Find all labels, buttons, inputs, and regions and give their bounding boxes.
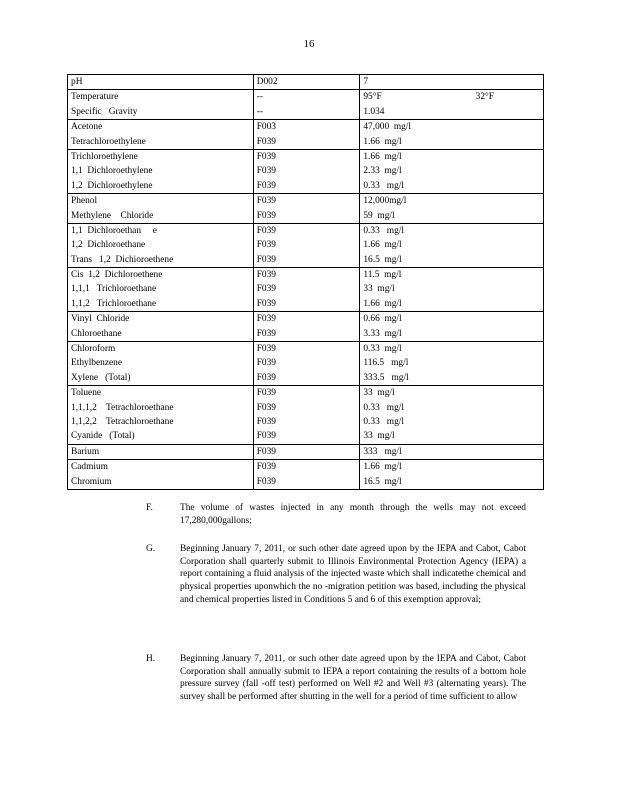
waste-code: F039	[256, 328, 276, 339]
concentration: 0.33 mg/l	[363, 225, 404, 236]
waste-code: F039	[256, 196, 276, 207]
condition-label: G.	[146, 544, 156, 554]
condition-g	[146, 543, 526, 607]
table-row	[68, 149, 544, 193]
waste-code: F039	[256, 344, 276, 355]
constituent: Phenol	[71, 196, 98, 207]
waste-code: F039	[256, 270, 276, 281]
constituent-cell	[68, 149, 254, 193]
constituent-cell	[68, 342, 254, 386]
waste-code: F039	[256, 298, 276, 309]
page-number: 16	[303, 38, 315, 50]
waste-code: --	[256, 106, 263, 117]
table-row	[68, 444, 544, 459]
constituent: Specific Gravity	[71, 106, 138, 117]
table-row	[68, 386, 544, 445]
constituent: Trichloroethylene	[71, 151, 138, 162]
table-row	[68, 342, 544, 386]
constituent-cell	[68, 120, 254, 150]
table-row	[68, 120, 544, 150]
alt-temperature: 32°F	[475, 92, 494, 103]
waste-code: F039	[256, 446, 276, 457]
constituent-cell	[68, 75, 254, 90]
constituent: Temperature	[71, 92, 119, 103]
concentration-cell	[360, 223, 544, 267]
condition-label: H.	[146, 654, 156, 664]
constituent: 1,1,2 Trichloroethane	[71, 298, 157, 309]
concentration: 33 mg/l	[363, 388, 395, 399]
waste-code: F039	[256, 372, 276, 383]
waste-code-cell	[253, 268, 360, 312]
waste-code-cell	[253, 120, 360, 150]
constituent: Cis 1,2 Dichloroethene	[71, 270, 163, 281]
waste-code-cell	[253, 223, 360, 267]
constituent: Methylene Chloride	[71, 210, 154, 221]
waste-code: F039	[256, 166, 276, 177]
waste-code: F039	[256, 462, 276, 473]
concentration: 0.33 mg/l	[363, 344, 402, 355]
concentration: 2.33 mg/l	[363, 166, 402, 177]
concentration: 33 mg/l	[363, 284, 395, 295]
constituent-cell	[68, 444, 254, 459]
concentration-cell	[360, 194, 544, 224]
constituent: 1,2 Dichloroethane	[71, 240, 146, 251]
concentration-cell	[360, 75, 544, 90]
waste-code: F003	[256, 122, 276, 133]
concentration-cell	[360, 268, 544, 312]
table-row	[68, 268, 544, 312]
constituent: Xylene (Total)	[71, 372, 131, 383]
concentration: 0.66 mg/l	[363, 314, 402, 325]
constituent-cell	[68, 90, 254, 120]
concentration-cell	[360, 386, 544, 445]
concentration: 0.33 mg/l	[363, 180, 404, 191]
concentration-cell	[360, 460, 544, 490]
waste-code: F039	[256, 240, 276, 251]
concentration: 333.5 mg/l	[363, 372, 409, 383]
table-row	[68, 312, 544, 342]
condition-f	[146, 502, 526, 527]
constituent: Trans 1,2 Dichioroethene	[71, 254, 174, 265]
concentration-cell	[360, 90, 544, 120]
constituent: pH	[71, 77, 83, 87]
waste-code-cell	[253, 386, 360, 445]
constituent: 1,1,1,2 Tetrachloroethane	[71, 402, 174, 413]
concentration: 33 mg/l	[363, 431, 395, 442]
concentration: 1.66 mg/l	[363, 136, 402, 147]
waste-code: F039	[256, 210, 276, 221]
concentration: 16.5 mg/l	[363, 254, 402, 265]
condition-text: The volume of wastes injected in any month through the wells may not exceed 17,280,000gallons;	[180, 503, 526, 526]
concentration-cell	[360, 444, 544, 459]
concentration: 11.5 mg/l	[363, 270, 402, 281]
constituent: 1,2 Dichloroethylene	[71, 180, 153, 191]
constituent: Barium	[71, 446, 100, 457]
constituent-cell	[68, 194, 254, 224]
constituent-cell	[68, 312, 254, 342]
concentration: 16.5 mg/l	[363, 476, 402, 487]
concentration: 1.66 mg/l	[363, 462, 402, 473]
concentration: 0.33 mg/l	[363, 416, 404, 427]
constituent: Chloroform	[71, 344, 116, 355]
constituent: Toluene	[71, 388, 102, 399]
concentration-cell	[360, 149, 544, 193]
concentration: 116.5 mg/l	[363, 358, 409, 369]
waste-code-cell	[253, 342, 360, 386]
concentration: 333 mg/l	[363, 446, 402, 457]
concentration: 7	[363, 77, 369, 87]
concentration: 12,000mg/l	[363, 196, 407, 207]
waste-code: F039	[256, 358, 276, 369]
concentration: 0.33 mg/l	[363, 402, 404, 413]
table-row	[68, 460, 544, 490]
waste-code: F039	[256, 180, 276, 191]
waste-code: --	[256, 92, 263, 103]
waste-code: F039	[256, 314, 276, 325]
waste-code: F039	[256, 284, 276, 295]
waste-code: F039	[256, 431, 276, 442]
waste-code: F039	[256, 476, 276, 487]
condition-text: Beginning January 7, 2011, or such other date agreed upon by the IEPA and Cabot, Cabot Corporation shall quarterly submit to Illinois Environmental Protection Agency (IEPA) a report containing a fluid analysis of the injected waste which shall indicatethe chemical and physical properties uponwhich the no -migration petition was based, including the physical and chemical properties listed in Conditions 5 and 6 of this exemption approval;	[180, 544, 526, 605]
table-row	[68, 75, 544, 90]
concentration: 1.66 mg/l	[363, 298, 402, 309]
constituent-cell	[68, 223, 254, 267]
constituent: Cyanide (Total)	[71, 431, 135, 442]
waste-code: D002	[256, 77, 278, 87]
constituent: Tetrachloroethylene	[71, 136, 146, 147]
waste-code: F039	[256, 225, 276, 236]
concentration: 95°F	[363, 92, 382, 103]
constituent-cell	[68, 268, 254, 312]
constituent: 1,1 Dichloroethan e	[71, 225, 157, 236]
waste-code-cell	[253, 75, 360, 90]
waste-code: F039	[256, 254, 276, 265]
constituent: 1,1,1 Trichloroethane	[71, 284, 157, 295]
table-row	[68, 223, 544, 267]
waste-code-cell	[253, 90, 360, 120]
condition-h	[146, 653, 526, 704]
concentration-cell	[360, 120, 544, 150]
waste-code-cell	[253, 149, 360, 193]
condition-label: F.	[146, 503, 153, 513]
constituent: Ethylbenzene	[71, 358, 123, 369]
concentration: 47,000 mg/l	[363, 122, 412, 133]
concentration: 1.66 mg/l	[363, 240, 402, 251]
waste-code-cell	[253, 312, 360, 342]
constituent-cell	[68, 386, 254, 445]
constituent: 1,1 Dichloroethylene	[71, 166, 153, 177]
concentration: 1.034	[363, 106, 385, 117]
constituent-cell	[68, 460, 254, 490]
table-row	[68, 194, 544, 224]
table-row	[68, 90, 544, 120]
constituent: 1,1,2,2 Tetrachloroethane	[71, 416, 174, 427]
waste-code: F039	[256, 151, 276, 162]
concentration: 3.33 mg/l	[363, 328, 402, 339]
constituent: Acetone	[71, 122, 103, 133]
condition-text: Beginning January 7, 2011, or such other date agreed upon by the IEPA and Cabot, Cabot Corporation shall annually submit to IEPA a report containing the results of a bottom hole pressure survey (fall -off test) performed on Well #2 and Well #3 (alternating years). The survey shall be performed after shutting in the well for a period of time sufficient to allow	[180, 654, 526, 703]
concentration-cell	[360, 312, 544, 342]
concentration: 1.66 mg/l	[363, 151, 402, 162]
waste-code: F039	[256, 136, 276, 147]
waste-code: F039	[256, 402, 276, 413]
waste-code-cell	[253, 194, 360, 224]
constituent: Cadmium	[71, 462, 108, 473]
waste-code-cell	[253, 460, 360, 490]
waste-constituents-table	[67, 74, 544, 490]
constituent: Vinyl Chloride	[71, 314, 130, 325]
waste-code: F039	[256, 416, 276, 427]
constituent: Chromium	[71, 476, 112, 487]
constituent: Chloroethane	[71, 328, 122, 339]
waste-code-cell	[253, 444, 360, 459]
concentration-cell	[360, 342, 544, 386]
concentration: 59 mg/l	[363, 210, 395, 221]
waste-code: F039	[256, 388, 276, 399]
